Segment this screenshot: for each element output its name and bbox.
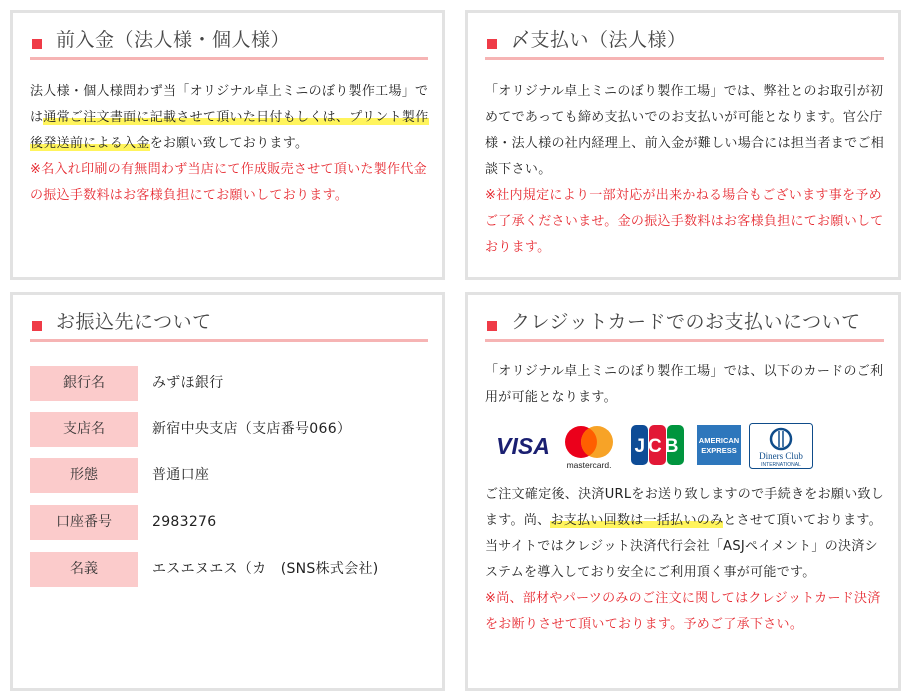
amex-logo-text-1: AMERICAN: [698, 436, 740, 445]
visa-logo-icon: [493, 423, 553, 467]
square-bullet-icon: [487, 39, 497, 49]
bank-info-value: 2983276: [152, 514, 217, 530]
bank-transfer-panel: [10, 292, 445, 691]
diners-logo-text-2: INTERNATIONAL: [761, 462, 801, 468]
bank-info-row: [30, 366, 430, 401]
bank-info-label: 口座番号: [30, 505, 138, 540]
square-bullet-icon: [32, 39, 42, 49]
body-text: をお願い致しております。: [149, 136, 309, 151]
body-text: 法人様・個人様問わず当「オリジナル卓上ミニのぼり製作工場」では: [30, 84, 429, 125]
bank-info-row: [30, 412, 430, 447]
credit-intro-text: 「オリジナル卓上ミニのぼり製作工場」では、以下のカードのご利用が可能となります。: [485, 364, 884, 405]
body-text: 「オリジナル卓上ミニのぼり製作工場」では、弊社とのお取引が初めてであっても締め支払いでのお支払いが可能となります。官公庁様・法人様の社内経理上、前入金が難しい場合には担当者までご相談下さい。: [485, 84, 885, 177]
visa-logo-text: VISA: [496, 433, 550, 459]
deferred-payment-panel: [465, 10, 901, 280]
bank-info-value: 普通口座: [152, 467, 210, 483]
bank-info-value: 新宿中央支店（支店番号066）: [152, 421, 352, 437]
bank-info-label: 銀行名: [30, 366, 138, 401]
bank-info-row: [30, 505, 430, 540]
advance-payment-panel: [10, 10, 445, 280]
bank-info-value: エスエヌエス（カ (SNS株式会社): [152, 561, 379, 577]
amex-logo-text-2: EXPRESS: [701, 446, 737, 455]
panel-header: [30, 26, 428, 60]
square-bullet-icon: [32, 321, 42, 331]
bank-info-row: [30, 552, 430, 587]
highlighted-text: 通常ご注文書面に記載させて頂いた日付もしくは、プリント製作後発送前による入金: [30, 110, 429, 151]
panel-title: クレジットカードでのお支払いについて: [511, 311, 861, 333]
bank-info-label: 形態: [30, 458, 138, 493]
square-bullet-icon: [487, 321, 497, 331]
bank-info-value: みずほ銀行: [152, 375, 224, 391]
note-text: ※社内規定により一部対応が出来かねる場合もございます事を予めご了承くださいませ。金の振込手数料はお客様負担にてお願いしております。: [485, 188, 884, 255]
bank-info-label: 名義: [30, 552, 138, 587]
mastercard-logo-icon: [559, 423, 619, 471]
panel-header: [485, 308, 884, 342]
note-text: ※尚、部材やパーツのみのご注文に関してはクレジットカード決済をお断りさせて頂いております。予めご了承下さい。: [485, 591, 881, 632]
jcb-logo-icon: [630, 423, 686, 467]
diners-club-logo-icon: [749, 423, 813, 469]
body-text: ご注文確定後、決済URLをお送り致しますので手続きをお願い致します。尚、: [485, 487, 885, 528]
body-text: 当サイトではクレジット決済代行会社「ASJペイメント」の決済システムを導入しており安全にご利用頂く事が可能です。: [485, 539, 878, 580]
mastercard-logo-text: mastercard.: [566, 460, 612, 470]
panel-body: [485, 79, 886, 261]
panel-body: [30, 79, 430, 209]
amex-logo-icon: [697, 423, 741, 467]
panel-header: [485, 26, 884, 60]
bank-info-label: 支店名: [30, 412, 138, 447]
panel-title: 前入金（法人様・個人様）: [56, 29, 291, 51]
card-logos: [493, 423, 823, 471]
credit-body: [485, 482, 888, 638]
diners-logo-text-1: Diners Club: [759, 451, 803, 461]
panel-title: 〆支払い（法人様）: [511, 29, 687, 51]
highlighted-text: お支払い回数は一括払いのみ: [550, 513, 724, 528]
jcb-logo-text: JCB: [634, 436, 682, 457]
panel-header: [30, 308, 428, 342]
panel-title: お振込先について: [56, 311, 212, 333]
bank-info-row: [30, 458, 430, 493]
body-text: とさせて頂いております。: [723, 513, 882, 528]
credit-card-panel: [465, 292, 901, 691]
note-text: ※名入れ印刷の有無問わず当店にて作成販売させて頂いた製作代金の振込手数料はお客様負担にてお願いしております。: [30, 162, 427, 203]
